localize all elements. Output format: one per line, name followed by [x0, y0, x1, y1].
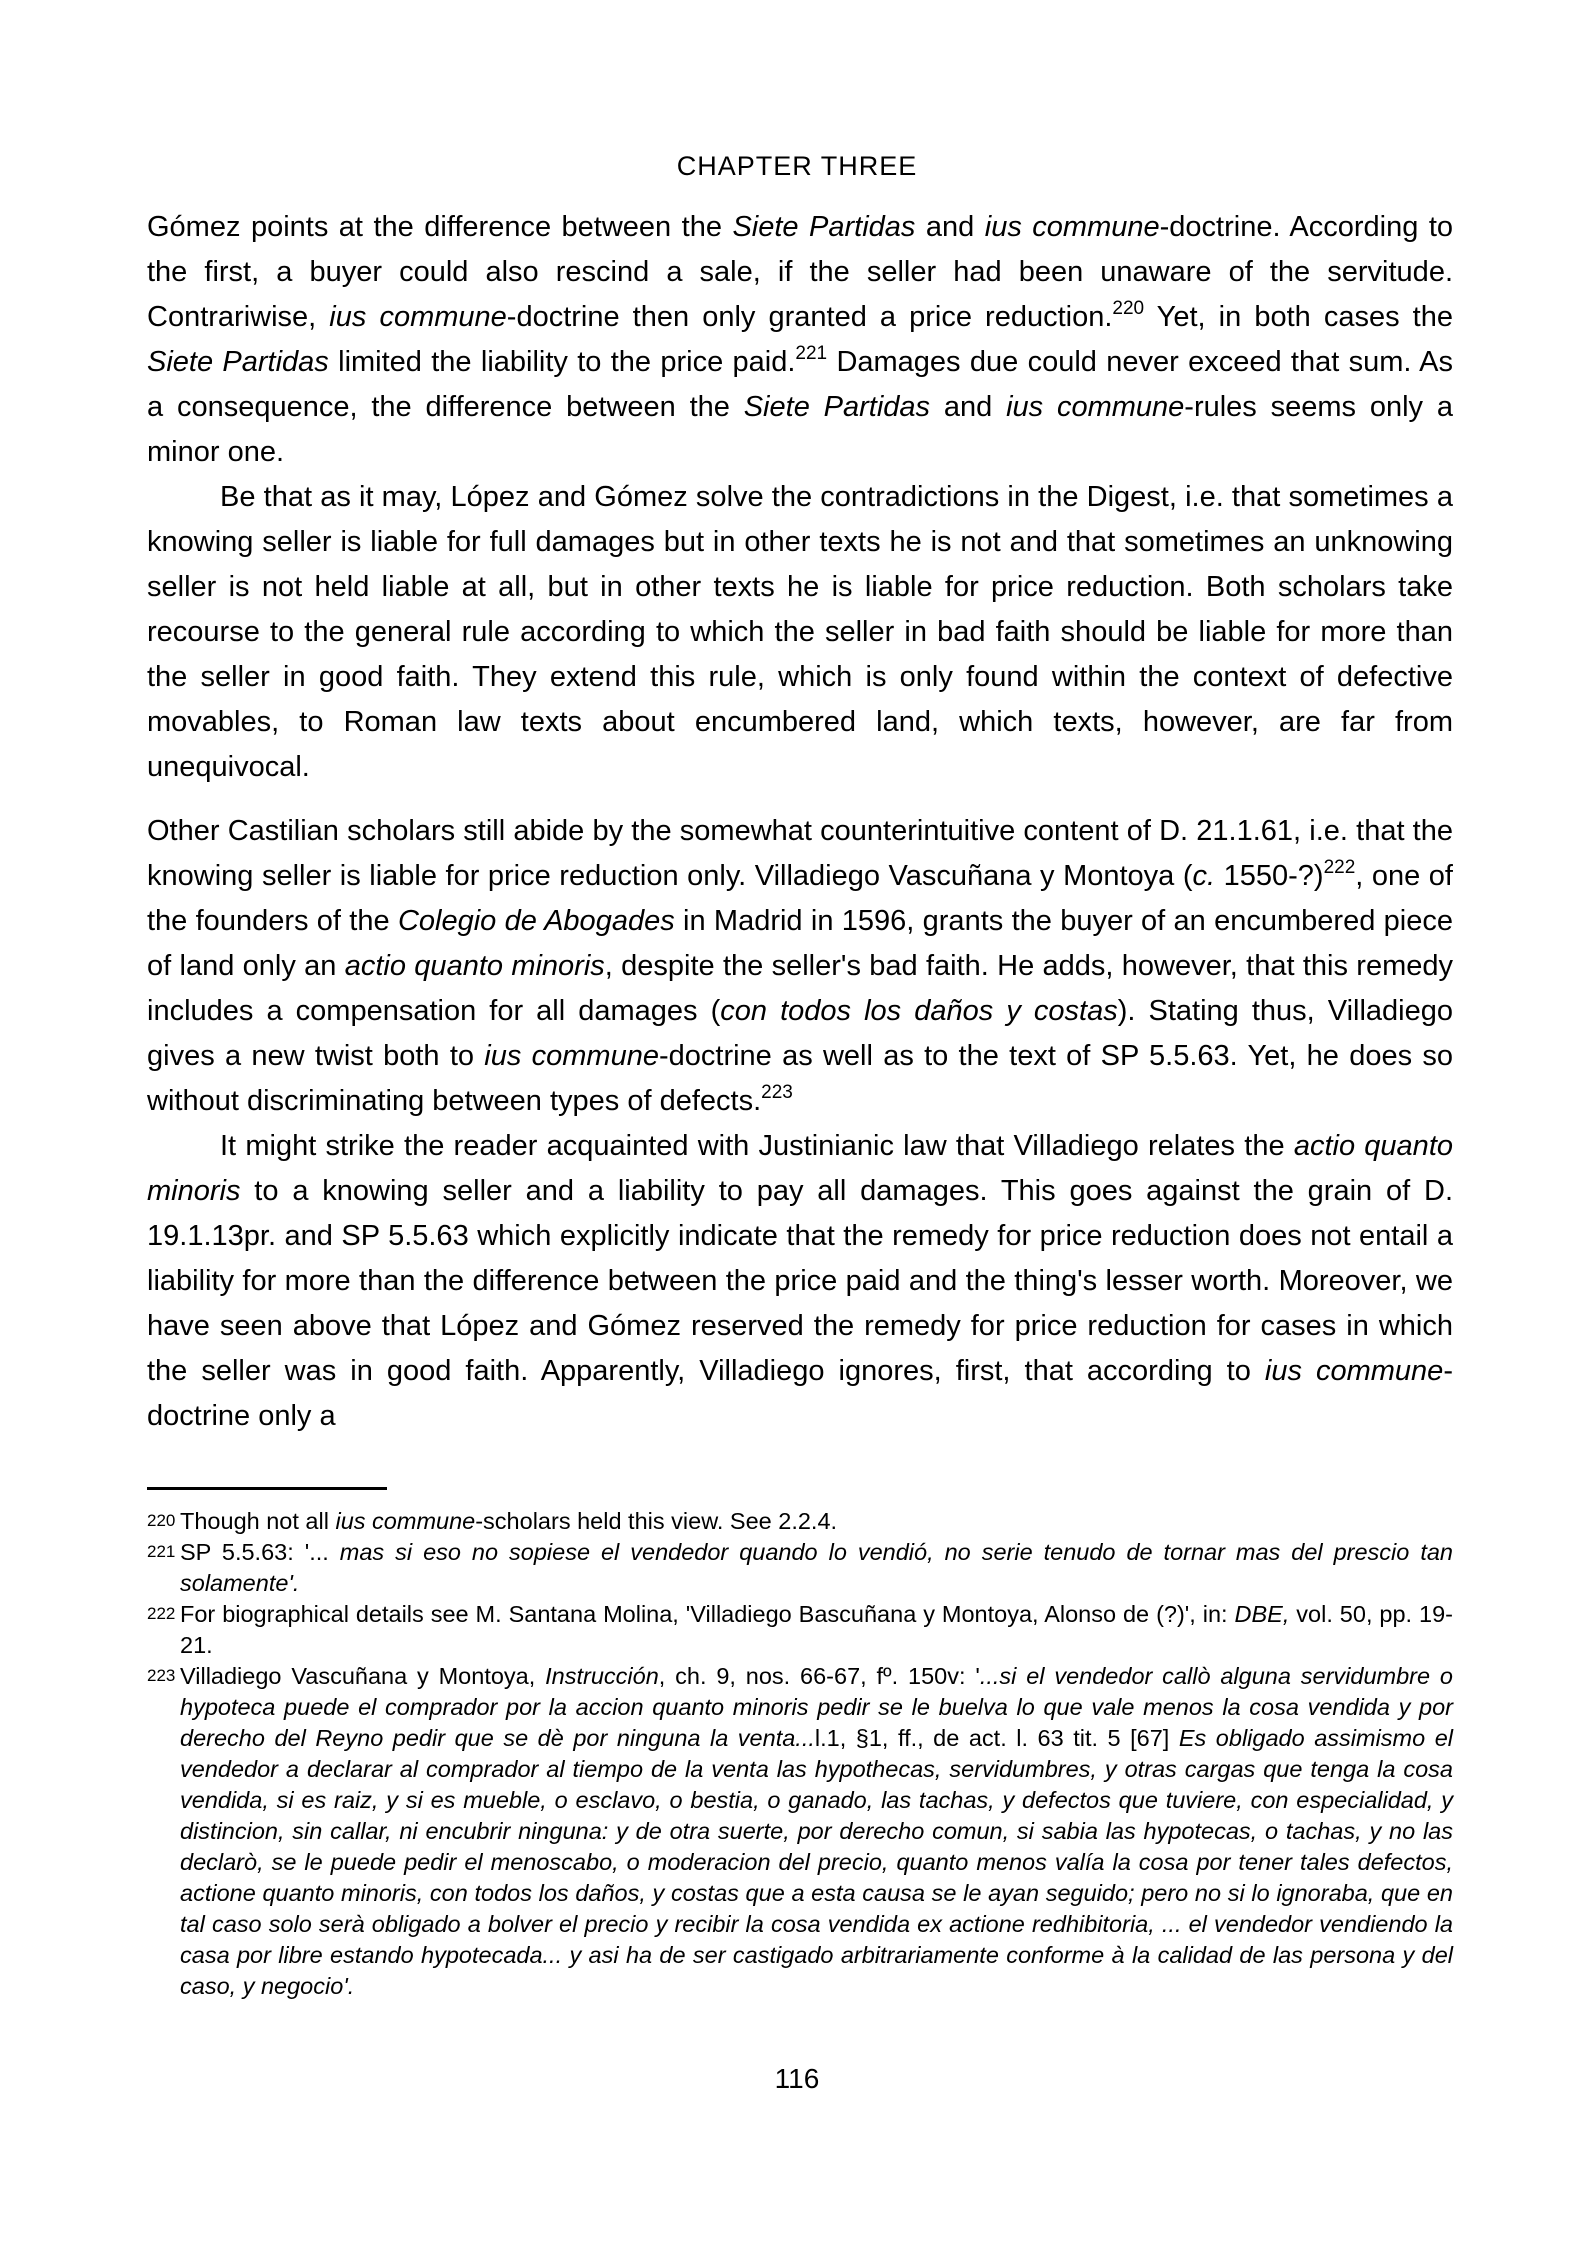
footnote-number: 222	[147, 1604, 176, 1623]
footnote	[147, 1599, 1453, 1661]
footnote-ref: 220	[1112, 298, 1145, 319]
footnote-ref: 221	[795, 343, 828, 364]
footnote-list	[147, 1506, 1453, 2002]
italic-run: ius commune	[484, 1040, 659, 1072]
footnote-ref: 223	[761, 1082, 793, 1103]
footnote	[147, 1537, 1453, 1599]
footnote-text: For biographical details see M. Santana Molina, 'Villadiego Bascuñana y Montoya, Alonso de (?)', in: DBE, vol. 50, pp. 19-21.	[180, 1601, 1453, 1658]
italic-run: Siete Partidas	[732, 211, 916, 243]
italic-run: actio quanto minoris	[147, 1130, 1453, 1207]
italic-run: DBE,	[1234, 1601, 1290, 1627]
footnote	[147, 1506, 1453, 1537]
page-number: 116	[774, 2063, 820, 2094]
italic-run: con todos los daños y costas	[720, 995, 1118, 1027]
italic-run: ...si el vendedor callò alguna servidumbre o hypoteca puede el comprador por la accion quanto minoris pedir se le buelva lo que vale menos la cosa vendida y por derecho del Reyno pedir que se dè por ninguna la venta...	[180, 1663, 1453, 1751]
footnote	[147, 1661, 1453, 2002]
paragraph: Gómez points at the difference between the Siete Partidas and ius commune-doctrine. According to the first, a buyer could also rescind a sale, if the seller had been unaware of the servitude. Contrariwise, ius commune-doctrine then only granted a price reduction.$^{220}$ Yet, in both cases the Siete Partidas limited the liability to the price paid.$^{221}$ Damages due could never exceed that sum. As a consequence, the difference between the Siete Partidas and ius commune-rules seems only a minor one.	[147, 211, 1454, 468]
italic-run: ius commune	[335, 1508, 476, 1534]
footnote-text: Villadiego Vascuñana y Montoya, Instrucción, ch. 9, nos. 66-67, fº. 150v: '...si el vendedor callò alguna servidumbre o hypoteca puede el comprador por la accion quanto minoris pedir se le buelva lo que vale menos la cosa vendida y por derecho del Reyno pedir que se dè por ninguna la venta...l.1, §1, ff., de act. l. 63 tit. 5 [67] Es obligado assimismo el vendedor a declarar al comprador al tiempo de la venta las hypothecas, servidumbres, y otras cargas que tenga la cosa vendida, si es raiz, y si es mueble, o esclavo, o bestia, o ganado, las tachas, y defectos que tuviere, con especialidad, y distincion, sin callar, ni encubrir ninguna: y de otra suerte, por derecho comun, si sabia las hypotecas, o tachas, y no las declarò, se le puede pedir el menoscabo, o moderacion del precio, quanto menos valía la cosa por tener tales defectos, actione quanto minoris, con todos los daños, y costas que a esta causa se le ayan seguido; pero no si lo ignoraba, que en tal caso solo serà obligado a bolver el precio y recibir la cosa vendida ex actione redhibitoria, ... el vendedor vendiendo la casa por libre estando hypotecada... y asi ha de ser castigado arbitrariamente conforme à la calidad de las persona y del caso, y negocio'.	[180, 1663, 1453, 1999]
footnote-ref: 222	[1323, 857, 1356, 878]
italic-run: c.	[1192, 860, 1216, 892]
italic-run: mas si eso no sopiese el vendedor quando lo vendió, no serie tenudo de tornar mas del prescio tan solamente'.	[180, 1539, 1453, 1596]
italic-run: Siete Partidas	[743, 391, 931, 423]
italic-run: Colegio de Abogades	[397, 905, 675, 937]
footnote-text: Though not all ius commune-scholars held this view. See 2.2.4.	[180, 1508, 838, 1534]
footnote-text: SP 5.5.63: '... mas si eso no sopiese el vendedor quando lo vendió, no serie tenudo de tornar mas del prescio tan solamente'.	[180, 1539, 1453, 1596]
italic-run: Instrucción	[545, 1663, 659, 1689]
italic-run: ius commune	[984, 211, 1160, 243]
running-header: CHAPTER THREE	[676, 151, 918, 181]
paragraph: Other Castilian scholars still abide by the somewhat counterintuitive content of D. 21.1.61, i.e. that the knowing seller is liable for price reduction only. Villadiego Vascuñana y Montoya (c. 1550-?)$^{222}$, one of the founders of the Colegio de Abogades in Madrid in 1596, grants the buyer of an encumbered piece of land only an actio quanto minoris, despite the seller's bad faith. He adds, however, that this remedy includes a compensation for all damages (con todos los daños y costas). Stating thus, Villadiego gives a new twist both to ius commune-doctrine as well as to the text of SP 5.5.63. Yet, he does so without discriminating between types of defects.$^{223}$	[147, 815, 1454, 1117]
body-text	[147, 205, 1453, 1439]
italic-run: ius commune	[329, 301, 507, 333]
footnote-separator	[147, 1487, 387, 1490]
footnote-number: 223	[147, 1666, 176, 1685]
footnote-number: 220	[147, 1511, 176, 1530]
italic-run: Es obligado assimismo el vendedor a declarar al comprador al tiempo de la venta las hypothecas, servidumbres, y otras cargas que tenga la cosa vendida, si es raiz, y si es mueble, o esclavo, o bestia, o ganado, las tachas, y defectos que tuviere, con especialidad, y distincion, sin callar, ni encubrir ninguna: y de otra suerte, por derecho comun, si sabia las hypotecas, o tachas, y no las declarò, se le puede pedir el menoscabo, o moderacion del precio, quanto menos valía la cosa por tener tales defectos, actione quanto minoris, con todos los daños, y costas que a esta causa se le ayan seguido; pero no si lo ignoraba, que en tal caso solo serà obligado a bolver el precio y recibir la cosa vendida ex actione redhibitoria, ... el vendedor vendiendo la casa por libre estando hypotecada... y asi ha de ser castigado arbitrariamente conforme à la calidad de las persona y del caso, y negocio'.	[180, 1725, 1453, 1999]
italic-run: ius commune	[1006, 391, 1185, 423]
paragraph: It might strike the reader acquainted with Justinianic law that Villadiego relates the actio quanto minoris to a knowing seller and a liability to pay all damages. This goes against the grain of D. 19.1.13pr. and SP 5.5.63 which explicitly indicate that the remedy for price reduction does not entail a liability for more than the difference between the price paid and the thing's lesser worth. Moreover, we have seen above that López and Gómez reserved the remedy for price reduction for cases in which the seller was in good faith. Apparently, Villadiego ignores, first, that according to ius commune-doctrine only a	[147, 1130, 1453, 1432]
footnotes-section	[147, 1487, 1453, 2002]
italic-run: actio quanto minoris	[344, 950, 605, 982]
footnote-number: 221	[147, 1542, 176, 1561]
paragraph: Be that as it may, López and Gómez solve the contradictions in the Digest, i.e. that sometimes a knowing seller is liable for full damages but in other texts he is not and that sometimes an unknowing seller is not held liable at all, but in other texts he is liable for price reduction. Both scholars take recourse to the general rule according to which the seller in bad faith should be liable for more than the seller in good faith. They extend this rule, which is only found within the context of defective movables, to Roman law texts about encumbered land, which texts, however, are far from unequivocal.	[147, 481, 1453, 783]
italic-run: Siete Partidas	[147, 346, 329, 378]
italic-run: ius commune	[1264, 1355, 1444, 1387]
